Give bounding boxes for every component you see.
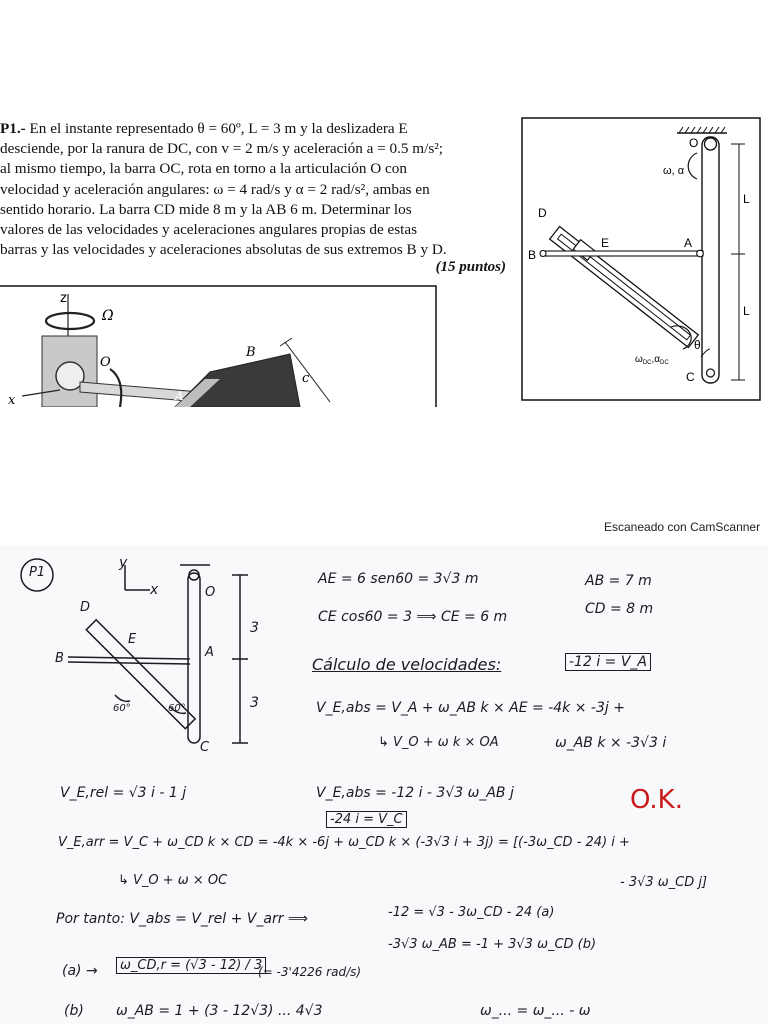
problem-line-7: barras y las velocidades y aceleraciones absolutas de sus extremos B y D. (0, 241, 447, 259)
hw-ok-mark: O.K. (630, 785, 683, 815)
label-e: E (601, 236, 610, 250)
hw-system-a: -12 = √3 - 3ω_CD - 24 (a) (388, 905, 555, 920)
hw-ve-rel: V_E,rel = √3 i - 1 j (60, 785, 187, 801)
problem-line-2: desciende, por la ranura de DC, con v = 2 m/s y aceleración a = 0.5 m/s²; (0, 140, 443, 158)
mechanism-svg (521, 117, 761, 401)
hw-eq-ce: CE cos60 = 3 ⟹ CE = 6 m (318, 609, 508, 625)
hw-ve-abs2: V_E,abs = -12 i - 3√3 ω_AB j (316, 785, 514, 801)
hw-sol-b: ω_AB = 1 + (3 - 12√3) ... 4√3 (116, 1003, 323, 1019)
label-c: C (686, 370, 695, 384)
hw-sol-a-label: (a) → (62, 963, 98, 979)
problem-line-6: valores de las velocidades y aceleraciones angulares propias de estas (0, 221, 418, 239)
rotation-arrow-icon (46, 313, 94, 329)
bar-oc (702, 137, 719, 383)
pin-o (705, 138, 717, 150)
hw-angle-60b: 60° (168, 703, 186, 714)
x-label: x (8, 393, 16, 407)
problem-statement (0, 119, 508, 260)
pin-c (707, 369, 715, 377)
hw-eq-ae: AE = 6 sen60 = 3√3 m (318, 571, 479, 587)
label-omega-alpha: ω, α (663, 165, 685, 177)
hw-label-a: A (205, 645, 214, 660)
label-omega-dc: $\omega_{DC},\alpha_{DC}$ (635, 354, 669, 366)
label-l-top: L (743, 192, 750, 206)
hw-ve-arr3: - 3√3 ω_CD j] (620, 875, 708, 890)
mechanism-diagram (521, 117, 761, 401)
label-o: O (689, 136, 699, 150)
problem-line-1-text: En el instante representado θ = 60º, L = 3 m y la deslizadera E (29, 120, 408, 137)
hw-eq-ab: AB = 7 m (585, 573, 652, 589)
z-label: z (60, 291, 67, 306)
handwritten-solution (0, 545, 768, 1024)
hw-axis-y: y (119, 555, 128, 571)
label-b: B (528, 248, 537, 262)
figure-3d-svg (0, 284, 437, 407)
label-c: c (302, 371, 310, 386)
hw-sol-a-value: (= -3'4226 rad/s) (258, 965, 362, 979)
label-a: A (175, 389, 184, 403)
hw-sol-b-label: (b) (64, 1003, 84, 1019)
hw-label-c: C (200, 740, 210, 755)
hw-sol-a: ω_CD,r = (√3 - 12) / 3 (116, 957, 266, 974)
hw-ve-arr2: ↳ V_O + ω × OC (118, 873, 228, 888)
problem-label: P1.- (0, 120, 26, 137)
hw-por-tanto: Por tanto: V_abs = V_rel + V_arr ⟹ (56, 911, 308, 927)
label-b: B (246, 345, 256, 360)
hw-ve-abs-b: ω_AB k × -3√3 i (555, 735, 667, 751)
bar-ab (541, 251, 703, 256)
sketch-bar-ab (68, 657, 190, 659)
pin-a (697, 250, 704, 257)
hw-dim-3-bottom: 3 (250, 695, 259, 711)
scanner-watermark: Escaneado con CamScanner (604, 520, 761, 534)
hw-p1: P1 (29, 565, 46, 580)
hw-label-b: B (55, 651, 64, 666)
hw-eq-cd: CD = 8 m (585, 601, 654, 617)
hw-box-va: -12 i = V_A (565, 653, 651, 671)
hw-dim-3-top: 3 (250, 620, 259, 636)
problem-line-1 (0, 119, 508, 139)
label-d: D (538, 206, 547, 220)
hw-angle-60a: 60° (113, 703, 131, 714)
omega-label: Ω̇ (102, 308, 114, 324)
hw-label-o: O (205, 585, 216, 600)
hw-heading: Cálculo de velocidades: (312, 655, 502, 674)
problem-points: (15 puntos) (435, 259, 506, 275)
figure-3d-partial (0, 284, 437, 407)
problem-line-4: velocidad y aceleración angulares: ω = 4 rad/s y α = 2 rad/s², ambas en (0, 180, 430, 198)
label-theta: θ (694, 338, 701, 352)
hw-axis-x: x (150, 582, 159, 598)
hw-sol-b2: ω_... = ω_... - ω (480, 1003, 591, 1019)
hw-ve-arr: V_E,arr = V_C + ω_CD k × CD = -4k × -6j + ω_CD k × (-3√3 i + 3j) = [(-3ω_CD - 24) i + (58, 835, 630, 850)
pin-b (540, 251, 546, 257)
label-o: O (100, 355, 111, 370)
label-a: A (684, 236, 693, 250)
label-l-bottom: L (743, 304, 750, 318)
hw-ve-abs: V_E,abs = V_A + ω_AB k × AE = -4k × -3j + (316, 700, 625, 716)
hw-box-vc: -24 i = V_C (326, 811, 407, 828)
problem-line-5: sentido horario. La barra CD mide 8 m y la AB 6 m. Determinar los (0, 200, 412, 218)
problem-line-3: al mismo tiempo, la barra OC, rota en torno a la articulación O con (0, 160, 407, 178)
hw-ve-abs-c: ↳ V_O + ω k × OA (378, 735, 499, 750)
hw-label-d: D (80, 600, 91, 615)
hw-label-e: E (128, 632, 137, 647)
hw-system-b: -3√3 ω_AB = -1 + 3√3 ω_CD (b) (388, 937, 597, 952)
